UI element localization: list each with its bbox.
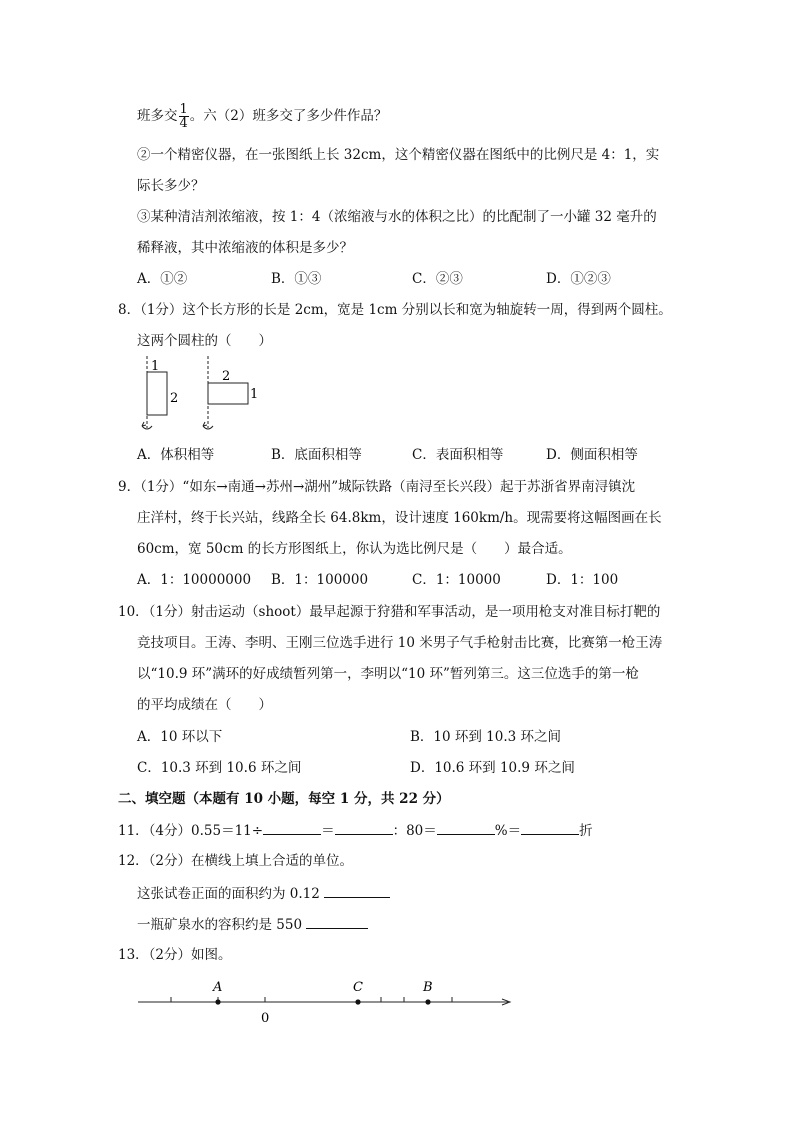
q7-option-b[interactable]: B．①③ <box>271 271 322 287</box>
q9-option-a[interactable]: A．1：10000000 <box>137 572 252 588</box>
q7-option-c[interactable]: C．②③ <box>412 271 463 287</box>
q10-stem-line1: 10．（1分）射击运动（shoot）最早起源于狩猎和军事活动，是一项用枪支对准目标打靶的 <box>118 604 661 620</box>
q9-stem-line2: 庄洋村，终于长兴站，线路全长 64.8km，设计速度 160km/h。现需要将这幅图画在长 <box>137 510 662 526</box>
fraction-denominator: 4 <box>179 116 188 131</box>
fraction-numerator: 1 <box>179 102 188 117</box>
q10-stem-line4: 的平均成绩在（ ） <box>137 697 272 713</box>
point-c <box>355 999 360 1004</box>
q11-part1: 11．（4分）0.55＝11÷ <box>118 823 264 839</box>
q10-option-c[interactable]: C．10.3 环到 10.6 环之间 <box>137 760 302 776</box>
q12-item2-text: 一瓶矿泉水的容积约是 550 <box>137 917 303 933</box>
fraction-one-quarter <box>179 103 189 130</box>
q8-option-c[interactable]: C．表面积相等 <box>412 447 504 463</box>
q12-blank1[interactable] <box>324 883 390 898</box>
q7-item3-line2: 稀释液，其中浓缩液的体积是多少？ <box>137 240 353 256</box>
label-zero: 0 <box>261 1011 270 1026</box>
q11-blank3[interactable] <box>437 820 495 835</box>
fig2-side-label: 1 <box>250 387 259 402</box>
q7-option-a[interactable]: A．①② <box>137 271 188 287</box>
q11-blank1[interactable] <box>263 820 321 835</box>
q9-stem-line3: 60cm，宽 50cm 的长方形图纸上，你认为选比例尺是（ ）最合适。 <box>137 541 572 557</box>
label-a: A <box>213 980 223 995</box>
fig1-top-label: 1 <box>151 359 160 374</box>
q11-blank2[interactable] <box>335 820 393 835</box>
fig1-rectangle <box>147 372 167 415</box>
q10-stem-line3: 以“10.9 环”满环的好成绩暂列第一，李明以“10 环”暂列第三。这三位选手的第一枪 <box>137 666 639 682</box>
q12-item1-text: 这张试卷正面的面积约为 0.12 <box>137 886 320 902</box>
q12-stem: 12．（2分）在横线上填上合适的单位。 <box>118 853 354 869</box>
number-line-figure <box>130 972 520 1032</box>
q11-line <box>118 820 593 841</box>
label-b: B <box>423 980 433 995</box>
section-fill-in-heading: 二、填空题（本题有 10 小题，每空 1 分，共 22 分） <box>118 791 450 807</box>
q7-line1-pre: 班多交 <box>137 108 178 124</box>
q10-option-b[interactable]: B．10 环到 10.3 环之间 <box>410 729 562 745</box>
q10-option-a[interactable]: A．10 环以下 <box>137 729 223 745</box>
q8-stem-line2: 这两个圆柱的（ ） <box>137 333 272 349</box>
q8-option-d[interactable]: D．侧面积相等 <box>546 447 638 463</box>
q7-line1 <box>137 103 387 130</box>
q9-option-d[interactable]: D．1：100 <box>546 572 619 588</box>
point-b <box>425 999 430 1004</box>
fig1-arrowhead <box>142 422 146 426</box>
fig2-top-label: 2 <box>222 369 231 384</box>
q7-option-d[interactable]: D．①②③ <box>546 271 611 287</box>
q7-item3-line1: ③某种清洁剂浓缩液，按 1：4（浓缩液与水的体积之比）的比配制了一小罐 32 毫升的 <box>137 209 657 225</box>
q8-option-b[interactable]: B．底面积相等 <box>271 447 362 463</box>
fig2-arrowhead <box>203 422 207 426</box>
fig2-rectangle <box>208 383 248 404</box>
label-c: C <box>353 980 363 995</box>
q12-blank2[interactable] <box>306 914 368 929</box>
q12-item2 <box>137 914 368 935</box>
q9-option-b[interactable]: B．1：100000 <box>271 572 369 588</box>
q13-stem: 13．（2分）如图。 <box>118 947 232 963</box>
q9-option-c[interactable]: C．1：10000 <box>412 572 501 588</box>
q7-item2-line2: 际长多少？ <box>137 178 205 194</box>
q11-part5: 折 <box>579 823 593 839</box>
q8-option-a[interactable]: A．体积相等 <box>137 447 215 463</box>
q11-part4: %＝ <box>494 823 522 839</box>
point-a <box>215 999 220 1004</box>
q10-option-d[interactable]: D．10.6 环到 10.9 环之间 <box>410 760 575 776</box>
q11-part2: ＝ <box>321 823 335 839</box>
q10-stem-line2: 竞技项目。王涛、李明、王刚三位选手进行 10 米男子气手枪射击比赛，比赛第一枪王涛 <box>137 635 663 651</box>
rectangle-rotation-figure <box>130 352 270 440</box>
q9-stem-line1: 9．（1分）“如东→南通→苏州→湖州”城际铁路（南浔至长兴段）起于苏浙省界南浔镇沈 <box>118 479 636 495</box>
q11-part3: ：80＝ <box>392 823 437 839</box>
fig1-side-label: 2 <box>170 391 179 406</box>
q7-line1-post: 。六（2）班多交了多少件作品？ <box>189 108 388 124</box>
q8-stem-line1: 8．（1分）这个长方形的长是 2cm，宽是 1cm 分别以长和宽为轴旋转一周，得到两个圆柱。 <box>118 302 672 318</box>
q11-blank4[interactable] <box>521 820 579 835</box>
q12-item1 <box>137 883 390 904</box>
q7-item2-line1: ②一个精密仪器，在一张图纸上长 32cm，这个精密仪器在图纸中的比例尺是 4：1，实 <box>137 147 660 163</box>
